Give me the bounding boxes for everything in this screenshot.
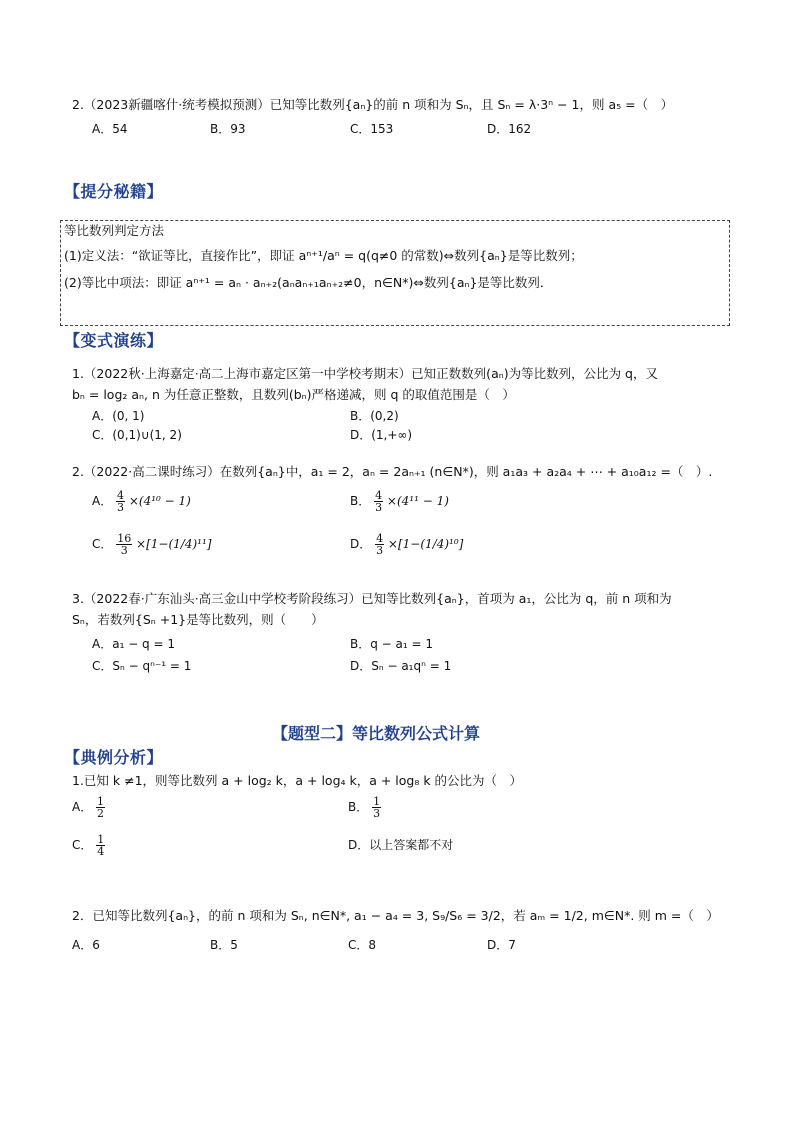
option-label: B． [348, 800, 369, 814]
section-heading-practice: 【变式演练】 [64, 331, 164, 350]
denominator: 3 [375, 501, 383, 514]
option-expression: ×[1−(1/4)¹¹] [136, 537, 212, 551]
numerator: 1 [97, 795, 105, 808]
tips-middle-term-method: (2)等比中项法：即证 aⁿ⁺¹ = aₙ · aₙ₊₂(aₙaₙ₊₁aₙ₊₂≠0，n∈N*)⇔数列{aₙ}是等比数列． [64, 275, 553, 290]
denominator: 4 [97, 845, 105, 858]
option-b[interactable] [348, 796, 381, 819]
numerator: 4 [375, 489, 383, 502]
option-label: D． [350, 537, 372, 551]
denominator: 2 [97, 807, 105, 820]
option-b[interactable]: B．93 [210, 122, 246, 136]
example2-stem: 2．已知等比数列{aₙ}，的前 n 项和为 Sₙ, n∈N*, a₁ − a₄ = 3, S₉/S₆ = 3/2，若 aₘ = 1/2, m∈N*. 则 m =（ ） [72, 908, 719, 923]
option-a[interactable]: A．(0, 1) [92, 409, 145, 423]
option-a[interactable]: A．54 [92, 122, 128, 136]
section-heading-example: 【典例分析】 [64, 748, 164, 767]
example1-stem: 1.已知 k ≠1，则等比数列 a + log₂ k，a + log₄ k，a + log₈ k 的公比为（ ） [72, 773, 523, 788]
option-a[interactable]: A．6 [72, 938, 100, 952]
option-a[interactable]: A．a₁ − q = 1 [92, 637, 175, 651]
numerator: 1 [97, 833, 105, 846]
option-a[interactable] [72, 796, 105, 819]
option-label: A． [92, 494, 113, 508]
option-c[interactable] [72, 834, 105, 857]
option-c[interactable]: C．153 [350, 122, 394, 136]
option-d[interactable]: D．(1,+∞) [350, 428, 413, 442]
option-d[interactable]: D．Sₙ − a₁qⁿ = 1 [350, 659, 452, 673]
fraction [116, 490, 125, 513]
fraction [374, 490, 383, 513]
option-label: C． [92, 537, 113, 551]
option-c[interactable]: C．(0,1)∪(1, 2) [92, 428, 182, 442]
option-label: C． [72, 838, 93, 852]
option-b[interactable]: B．5 [210, 938, 238, 952]
practice2-stem: 2.（2022·高二课时练习）在数列{aₙ}中，a₁ = 2，aₙ = 2aₙ₊₁ (n∈N*)，则 a₁a₃ + a₂a₄ + ⋯ + a₁₀a₁₂ =（ ）. [72, 464, 713, 479]
practice1-stem-line2: bₙ = log₂ aₙ, n 为任意正整数，且数列(bₙ)严格递减，则 q 的取值范围是（ ） [72, 387, 515, 402]
option-c[interactable] [92, 533, 211, 556]
tips-title: 等比数列判定方法 [64, 223, 165, 238]
practice3-stem-line2: Sₙ，若数列{Sₙ +1}是等比数列，则（ ） [72, 612, 324, 627]
denominator: 3 [117, 501, 125, 514]
fraction [96, 834, 105, 857]
fraction [96, 796, 105, 819]
question-stem: 2.（2023新疆喀什·统考模拟预测）已知等比数列{aₙ}的前 n 项和为 Sₙ，且 Sₙ = λ·3ⁿ − 1，则 a₅ =（ ） [72, 97, 674, 112]
denominator: 3 [120, 544, 128, 557]
option-b[interactable]: B．q − a₁ = 1 [350, 637, 434, 651]
option-d[interactable]: D．7 [487, 938, 516, 952]
fraction [375, 533, 384, 556]
numerator: 4 [376, 532, 384, 545]
denominator: 3 [376, 544, 384, 557]
numerator: 1 [373, 795, 381, 808]
fraction [372, 796, 381, 819]
option-label: A． [72, 800, 93, 814]
option-c[interactable]: C．Sₙ − qⁿ⁻¹ = 1 [92, 659, 192, 673]
section-heading-tips: 【提分秘籍】 [64, 182, 164, 201]
option-d[interactable]: D．162 [487, 122, 532, 136]
practice1-stem-line1: 1.（2022秋·上海嘉定·高二上海市嘉定区第一中学校考期末）已知正数数列(aₙ)为等比数列，公比为 q，又 [72, 366, 658, 381]
option-d[interactable]: D．以上答案都不对 [348, 838, 454, 852]
option-expression: ×(4¹⁰ − 1) [128, 494, 191, 508]
tips-definition-method: (1)定义法：“欲证等比，直接作比”，即证 aⁿ⁺¹/aⁿ = q(q≠0 的常数)⇔数列{aₙ}是等比数列； [64, 248, 583, 263]
denominator: 3 [373, 807, 381, 820]
section-heading-type2: 【题型二】等比数列公式计算 [272, 724, 481, 743]
option-c[interactable]: C．8 [348, 938, 377, 952]
practice3-stem-line1: 3.（2022春·广东汕头·高三金山中学校考阶段练习）已知等比数列{aₙ}，首项为 a₁，公比为 q，前 n 项和为 [72, 591, 672, 606]
option-d[interactable] [350, 533, 463, 556]
fraction [116, 533, 132, 556]
option-expression: ×(4¹¹ − 1) [386, 494, 449, 508]
numerator: 16 [117, 532, 132, 545]
option-a[interactable] [92, 490, 191, 513]
option-expression: ×[1−(1/4)¹⁰] [387, 537, 464, 551]
numerator: 4 [117, 489, 125, 502]
option-b[interactable]: B．(0,2) [350, 409, 399, 423]
option-label: B． [350, 494, 371, 508]
option-b[interactable] [350, 490, 449, 513]
